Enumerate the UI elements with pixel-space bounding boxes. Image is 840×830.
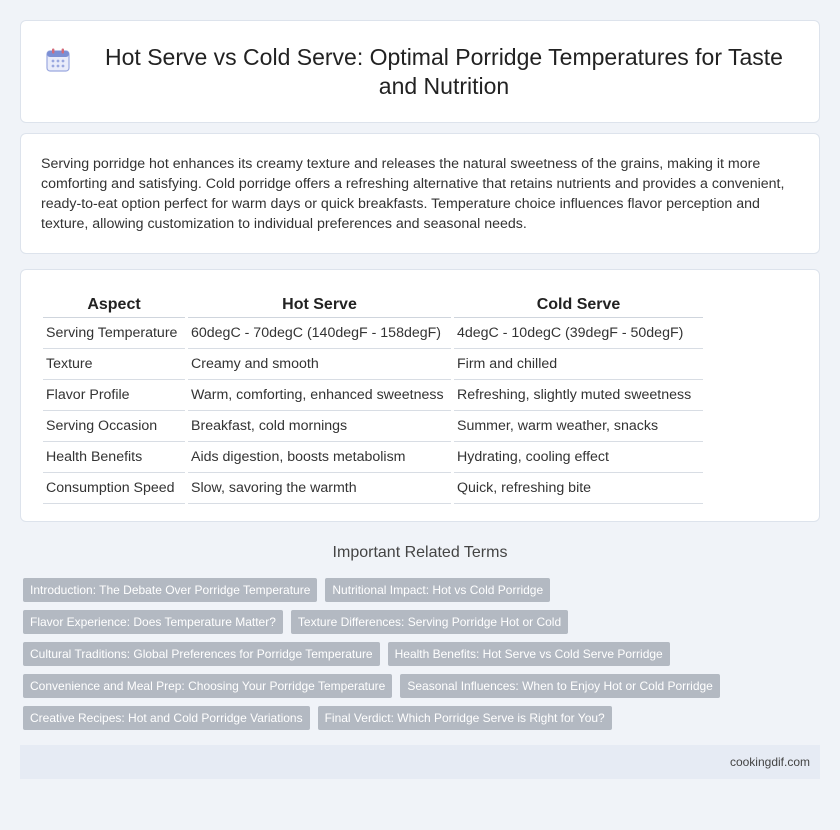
table-cell: Breakfast, cold mornings: [188, 411, 451, 442]
table-row: [43, 318, 703, 349]
table-cell: Slow, savoring the warmth: [188, 473, 451, 504]
table-cell: Serving Occasion: [43, 411, 185, 442]
related-term-tag[interactable]: Introduction: The Debate Over Porridge Temperature: [23, 578, 317, 602]
intro-card: [20, 133, 820, 254]
table-row: [43, 349, 703, 380]
related-term-tag[interactable]: Flavor Experience: Does Temperature Matter?: [23, 610, 283, 634]
table-cell: Hydrating, cooling effect: [454, 442, 703, 473]
table-cell: Aids digestion, boosts metabolism: [188, 442, 451, 473]
table-cell: Flavor Profile: [43, 380, 185, 411]
intro-text: Serving porridge hot enhances its creamy texture and releases the natural sweetness of the grains, making it more comforting and satisfying. Cold porridge offers a refreshing alternative that retains nutrients and provides a convenient, ready-to-eat option perfect for warm days or quick breakfasts. Temperature choice influences flavor perception and texture, allowing customization to individual preferences and seasonal needs.: [41, 156, 785, 232]
table-cell: Refreshing, slightly muted sweetness: [454, 380, 703, 411]
related-term-tag[interactable]: Nutritional Impact: Hot vs Cold Porridge: [325, 578, 550, 602]
related-term-tag[interactable]: Final Verdict: Which Porridge Serve is Right for You?: [318, 706, 612, 730]
table-header-row: [43, 292, 703, 318]
table-cell: Creamy and smooth: [188, 349, 451, 380]
column-header-hot-serve: Hot Serve: [188, 292, 451, 318]
table-cell: Summer, warm weather, snacks: [454, 411, 703, 442]
related-term-tag[interactable]: Creative Recipes: Hot and Cold Porridge Variations: [23, 706, 310, 730]
table-cell: Serving Temperature: [43, 318, 185, 349]
column-header-cold-serve: Cold Serve: [454, 292, 703, 318]
table-cell: Texture: [43, 349, 185, 380]
table-row: [43, 473, 703, 504]
table-cell: 60degC - 70degC (140degF - 158degF): [188, 318, 451, 349]
comparison-table-card: [20, 269, 820, 522]
related-term-tag[interactable]: Seasonal Influences: When to Enjoy Hot or Cold Porridge: [400, 674, 720, 698]
related-term-tag[interactable]: Cultural Traditions: Global Preferences for Porridge Temperature: [23, 642, 380, 666]
calendar-icon: [45, 47, 71, 73]
table-cell: Quick, refreshing bite: [454, 473, 703, 504]
related-terms-title: Important Related Terms: [332, 544, 508, 561]
page-title: Hot Serve vs Cold Serve: Optimal Porridge Temperatures for Taste and Nutrition: [105, 43, 783, 99]
footer-site-link[interactable]: cookingdif.com: [729, 755, 810, 769]
table-row: [43, 442, 703, 473]
table-cell: Health Benefits: [43, 442, 185, 473]
related-term-tag[interactable]: Convenience and Meal Prep: Choosing Your Porridge Temperature: [23, 674, 392, 698]
table-row: [43, 380, 703, 411]
related-term-tag[interactable]: Health Benefits: Hot Serve vs Cold Serve Porridge: [388, 642, 670, 666]
related-term-tag[interactable]: Texture Differences: Serving Porridge Hot or Cold: [291, 610, 568, 634]
table-cell: Warm, comforting, enhanced sweetness: [188, 380, 451, 411]
table-cell: Firm and chilled: [454, 349, 703, 380]
related-terms-tags: [23, 578, 817, 738]
table-cell: Consumption Speed: [43, 473, 185, 504]
table-row: [43, 411, 703, 442]
table-cell: 4degC - 10degC (39degF - 50degF): [454, 318, 703, 349]
comparison-table: [40, 292, 706, 504]
column-header-aspect: Aspect: [43, 292, 185, 318]
header-card: [20, 20, 820, 123]
footer: [20, 745, 820, 779]
